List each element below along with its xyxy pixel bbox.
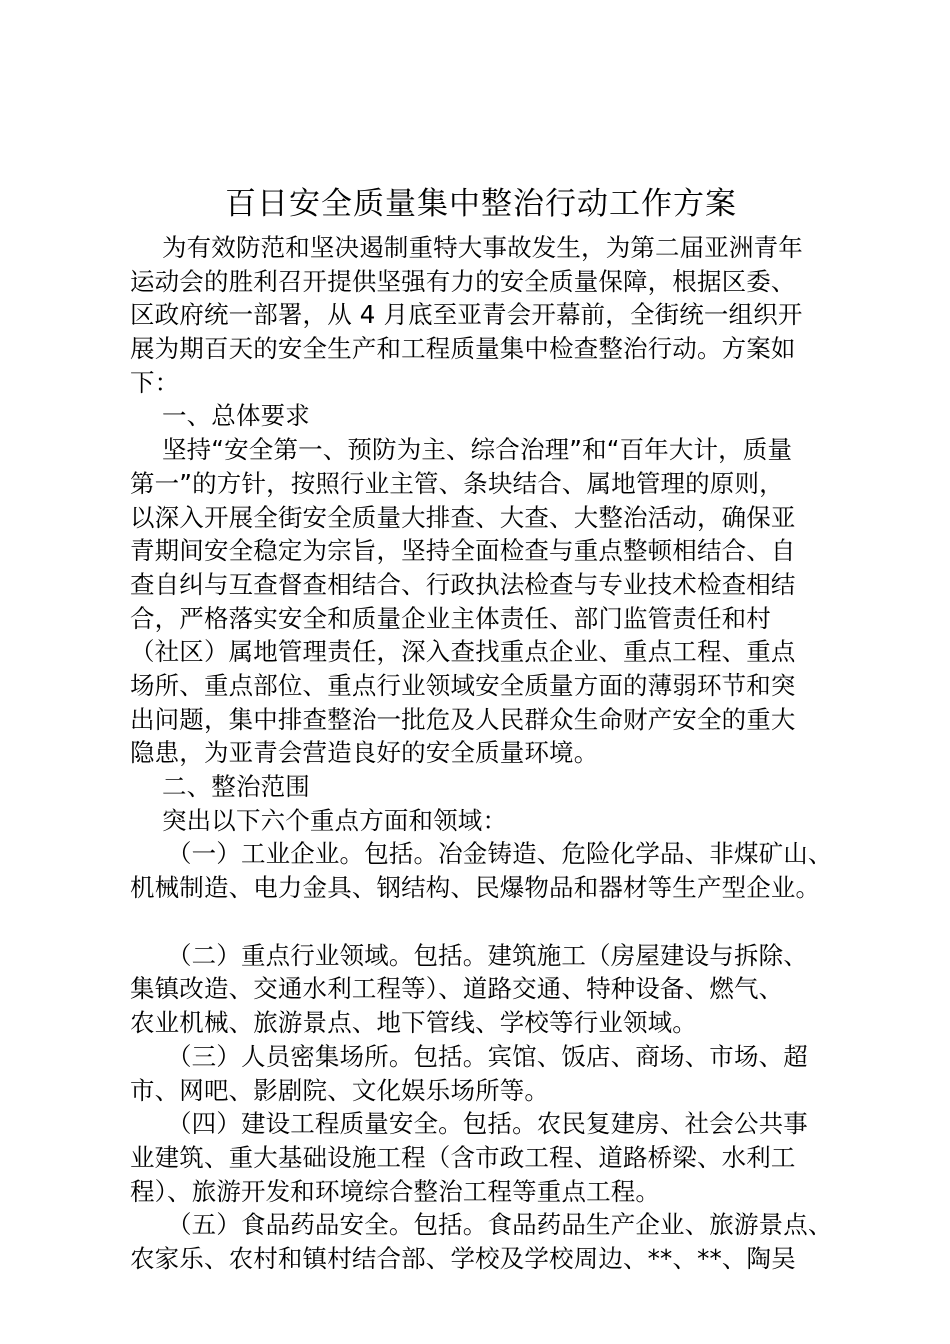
section-heading: 一、总体要求 [162,401,310,431]
list-item-line: （三）人员密集场所。包括。宾馆、饭店、商场、市场、超 [167,1041,808,1071]
list-item-line: 程）、旅游开发和环境综合整治工程等重点工程。 [130,1176,661,1206]
list-item-line: 机械制造、电力金具、钢结构、民爆物品和器材等生产型企业。 [130,873,821,903]
body-line: 运动会的胜利召开提供坚强有力的安全质量保障，根据区委、 [130,266,796,296]
document-body [130,231,842,1276]
body-line: 区政府统一部署，从 4 月底至亚青会开幕前，全街统一组织开 [130,300,803,330]
list-item-line: 农业机械、旅游景点、地下管线、学校等行业领域。 [130,1008,697,1038]
list-item-line: 业建筑、重大基础设施工程（含市政工程、道路桥梁、水利工 [130,1142,796,1172]
body-line: （社区）属地管理责任，深入查找重点企业、重点工程、重点 [130,637,796,667]
body-line: 合，严格落实安全和质量企业主体责任、部门监管责任和村 [130,603,771,633]
body-line: 坚持“安全第一、预防为主、综合治理”和“百年大计，质量 [162,435,793,465]
body-line: 突出以下六个重点方面和领域： [162,805,508,835]
document-title: 百日安全质量集中整治行动工作方案 [225,186,737,222]
list-item-line: （二）重点行业领域。包括。建筑施工（房屋建设与拆除、 [167,940,808,970]
body-line: 第一”的方针，按照行业主管、条块结合、属地管理的原则， [130,468,784,498]
body-line: 查自纠与互查督查相结合、行政执法检查与专业技术检查相结 [130,569,796,599]
paragraph-gap [130,905,842,939]
body-line: 下： [130,367,180,397]
body-line: 为有效防范和坚决遏制重特大事故发生，为第二届亚洲青年 [162,233,803,262]
list-item-line: （四）建设工程质量安全。包括。农民复建房、社会公共事 [167,1109,808,1139]
body-line: 青期间安全稳定为宗旨，坚持全面检查与重点整顿相结合、自 [130,536,796,566]
list-item-line: （五）食品药品安全。包括。食品药品生产企业、旅游景点、 [167,1210,833,1240]
body-line: 展为期百天的安全生产和工程质量集中检查整治行动。方案如 [130,334,796,364]
list-item-line: 市、网吧、影剧院、文化娱乐场所等。 [130,1075,550,1105]
body-line: 以深入开展全街安全质量大排查、大查、大整治活动，确保亚 [130,502,796,532]
list-item-line: （一）工业企业。包括。冶金铸造、危险化学品、非煤矿山、 [167,839,833,869]
body-line: 出问题，集中排查整治一批危及人民群众生命财产安全的重大 [130,704,796,734]
list-item-line: 农家乐、农村和镇村结合部、学校及学校周边、**、**、陶吴 [130,1243,796,1273]
body-line: 场所、重点部位、重点行业领域安全质量方面的薄弱环节和突 [130,670,796,700]
body-line: 隐患，为亚青会营造良好的安全质量环境。 [130,738,599,768]
list-item-line: 集镇改造、交通水利工程等）、道路交通、特种设备、燃气、 [130,974,784,1004]
section-heading: 二、整治范围 [162,772,310,801]
